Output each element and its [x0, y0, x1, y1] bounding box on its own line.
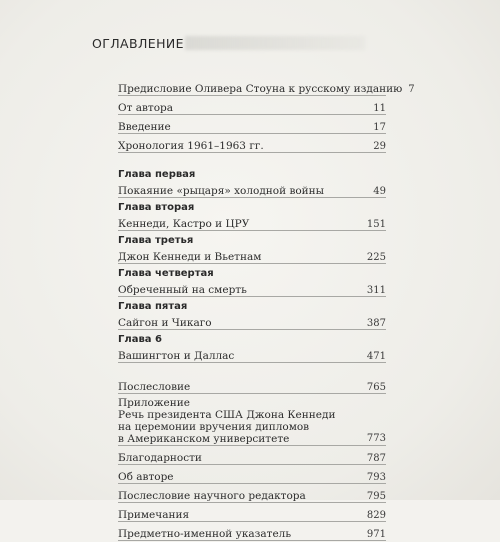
appendix-line: на церемонии вручения дипломов [118, 421, 310, 433]
toc-entry-page: 17 [373, 122, 386, 133]
chapter-entry [118, 345, 386, 363]
appendix-line: Речь президента США Джона Кеннеди [118, 409, 336, 421]
toc-entry-page: 829 [366, 510, 386, 521]
toc-entry-afterword [118, 376, 386, 394]
toc-entry-title: Послесловие научного редактора [118, 490, 306, 502]
toc-entry-page: 7 [408, 84, 415, 95]
appendix-line: в Американском университете [118, 433, 290, 445]
chapter-title: Покаяние «рыцаря» холодной войны [118, 185, 325, 197]
appendix-line: Приложение [118, 397, 190, 409]
chapter-label: Глава третья [118, 235, 194, 246]
chapter-label: Глава пятая [118, 301, 188, 312]
chapter-entry [118, 246, 386, 264]
chapter-title: Сайгон и Чикаго [118, 317, 212, 329]
chapter-label: Глава вторая [118, 202, 195, 213]
toc-entry-page: 11 [373, 103, 386, 114]
faded-background-text [185, 36, 365, 50]
chapter-title: Джон Кеннеди и Вьетнам [118, 251, 262, 263]
table-of-contents [118, 78, 415, 542]
chapter-label: Глава 6 [118, 334, 162, 345]
chapter-page: 387 [366, 318, 386, 329]
toc-entry [118, 78, 415, 96]
chapter-page: 471 [366, 351, 386, 362]
toc-entry-title: Хронология 1961–1963 гг. [118, 140, 264, 152]
toc-entry-title: Послесловие [118, 381, 191, 393]
toc-entry [118, 116, 386, 134]
toc-entry-title: Введение [118, 121, 171, 133]
chapter-title: Вашингтон и Даллас [118, 350, 235, 362]
page-title: ОГЛАВЛЕНИЕ [92, 36, 184, 51]
chapter-label: Глава первая [118, 169, 196, 180]
chapter-entry [118, 180, 386, 198]
toc-entry-page: 773 [366, 433, 386, 444]
toc-entry-page: 795 [366, 491, 386, 502]
chapter-entry [118, 312, 386, 330]
chapter-title: Кеннеди, Кастро и ЦРУ [118, 218, 250, 230]
toc-entry-page: 29 [373, 141, 386, 152]
toc-entry-page: 971 [366, 529, 386, 540]
chapter-label: Глава четвертая [118, 268, 214, 279]
chapter-page: 151 [366, 219, 386, 230]
toc-entry-page: 793 [366, 472, 386, 483]
toc-entry [118, 466, 386, 484]
toc-entry-title: Примечания [118, 509, 190, 521]
toc-entry-page: 765 [366, 382, 386, 393]
chapter-title: Обреченный на смерть [118, 284, 247, 296]
toc-entry-appendix [118, 395, 386, 446]
toc-entry-title: Благодарности [118, 452, 202, 464]
toc-entry [118, 523, 386, 541]
toc-entry [118, 97, 386, 115]
toc-entry-page: 787 [366, 453, 386, 464]
toc-entry [118, 447, 386, 465]
toc-entry-title: Предисловие Оливера Стоуна к русскому изданию [118, 83, 403, 95]
chapter-entry [118, 213, 386, 231]
chapter-page: 49 [373, 186, 386, 197]
chapter-page: 225 [366, 252, 386, 263]
toc-entry [118, 504, 386, 522]
chapter-entry [118, 279, 386, 297]
chapter-page: 311 [366, 285, 386, 296]
toc-entry [118, 485, 386, 503]
toc-entry-title: Об авторе [118, 471, 174, 483]
toc-entry-title: Предметно-именной указатель [118, 528, 292, 540]
toc-entry [118, 135, 386, 153]
toc-entry-title: От автора [118, 102, 174, 114]
